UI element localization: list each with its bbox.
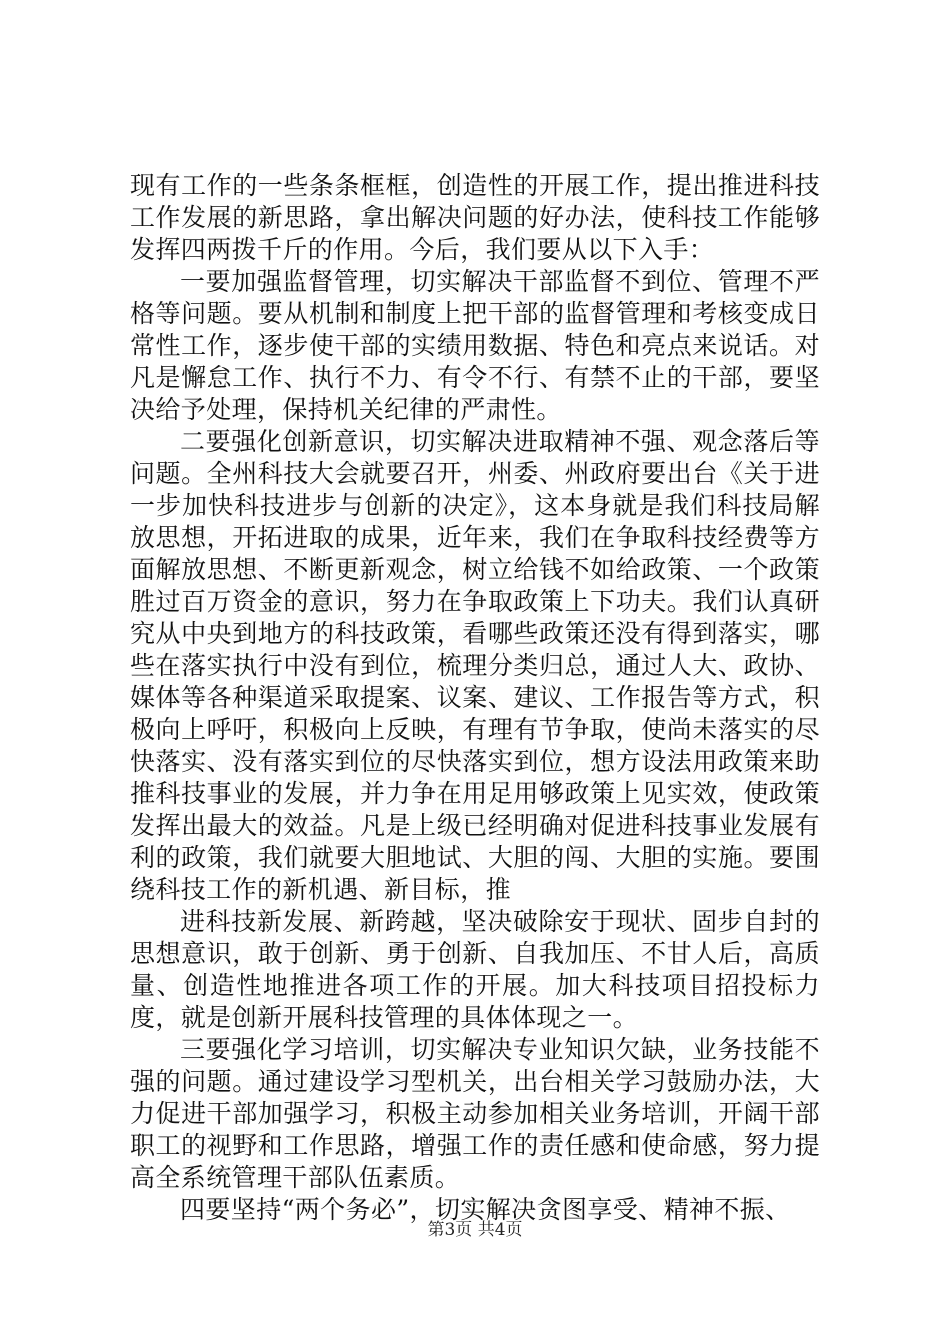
paragraph-2: 一要加强监督管理，切实解决干部监督不到位、管理不严格等问题。要从机制和制度上把干部的监督管理和考核变成日常性工作，逐步使干部的实绩用数据、特色和亮点来说话。对凡是懈怠工作、执行不力、有令不行、有禁不止的干部，要坚决给予处理，保持机关纪律的严肃性。 bbox=[130, 267, 820, 424]
paragraph-4: 进科技新发展、新跨越，坚决破除安于现状、固步自封的思想意识，敢于创新、勇于创新、自我加压、不甘人后，高质量、创造性地推进各项工作的开展。加大科技项目招投标力度，就是创新开展科技管理的具体体现之一。 bbox=[130, 907, 820, 1032]
paragraph-6: 四要坚持“两个务必”，切实解决贪图享受、精神不振、 bbox=[180, 1195, 791, 1224]
paragraph-5: 三要强化学习培训，切实解决专业知识欠缺，业务技能不强的问题。通过建设学习型机关，出台相关学习鼓励办法，大力促进干部加强学习，积极主动参加相关业务培训，开阔干部职工的视野和工作思路，增强工作的责任感和使命感，努力提高全系统管理干部队伍素质。 bbox=[130, 1035, 820, 1192]
document-body bbox=[130, 170, 820, 1226]
paragraph-3: 二要强化创新意识，切实解决进取精神不强、观念落后等问题。全州科技大会就要召开，州委、州政府要出台《关于进一步加快科技进步与创新的决定》，这本身就是我们科技局解放思想，开拓进取的成果，近年来，我们在争取科技经费等方面解放思想、不断更新观念，树立给钱不如给政策、一个政策胜过百万资金的意识，努力在争取政策上下功夫。我们认真研究从中央到地方的科技政策，看哪些政策还没有得到落实，哪些在落实执行中没有到位，梳理分类归总，通过人大、政协、媒体等各种渠道采取提案、议案、建议、工作报告等方式，积极向上呼吁，积极向上反映，有理有节争取，使尚未落实的尽快落实、没有落实到位的尽快落实到位，想方设法用政策来助推科技事业的发展，并力争在用足用够政策上见实效，使政策发挥出最大的效益。凡是上级已经明确对促进科技事业发展有利的政策，我们就要大胆地试、大胆的闯、大胆的实施。要围绕科技工作的新机遇、新目标，推 bbox=[130, 427, 820, 904]
paragraph-1: 现有工作的一些条条框框，创造性的开展工作，提出推进科技工作发展的新思路，拿出解决问题的好办法，使科技工作能够发挥四两拨千斤的作用。今后，我们要从以下入手： bbox=[130, 171, 820, 264]
page-number-footer: 第3页 共4页 bbox=[427, 1220, 523, 1240]
